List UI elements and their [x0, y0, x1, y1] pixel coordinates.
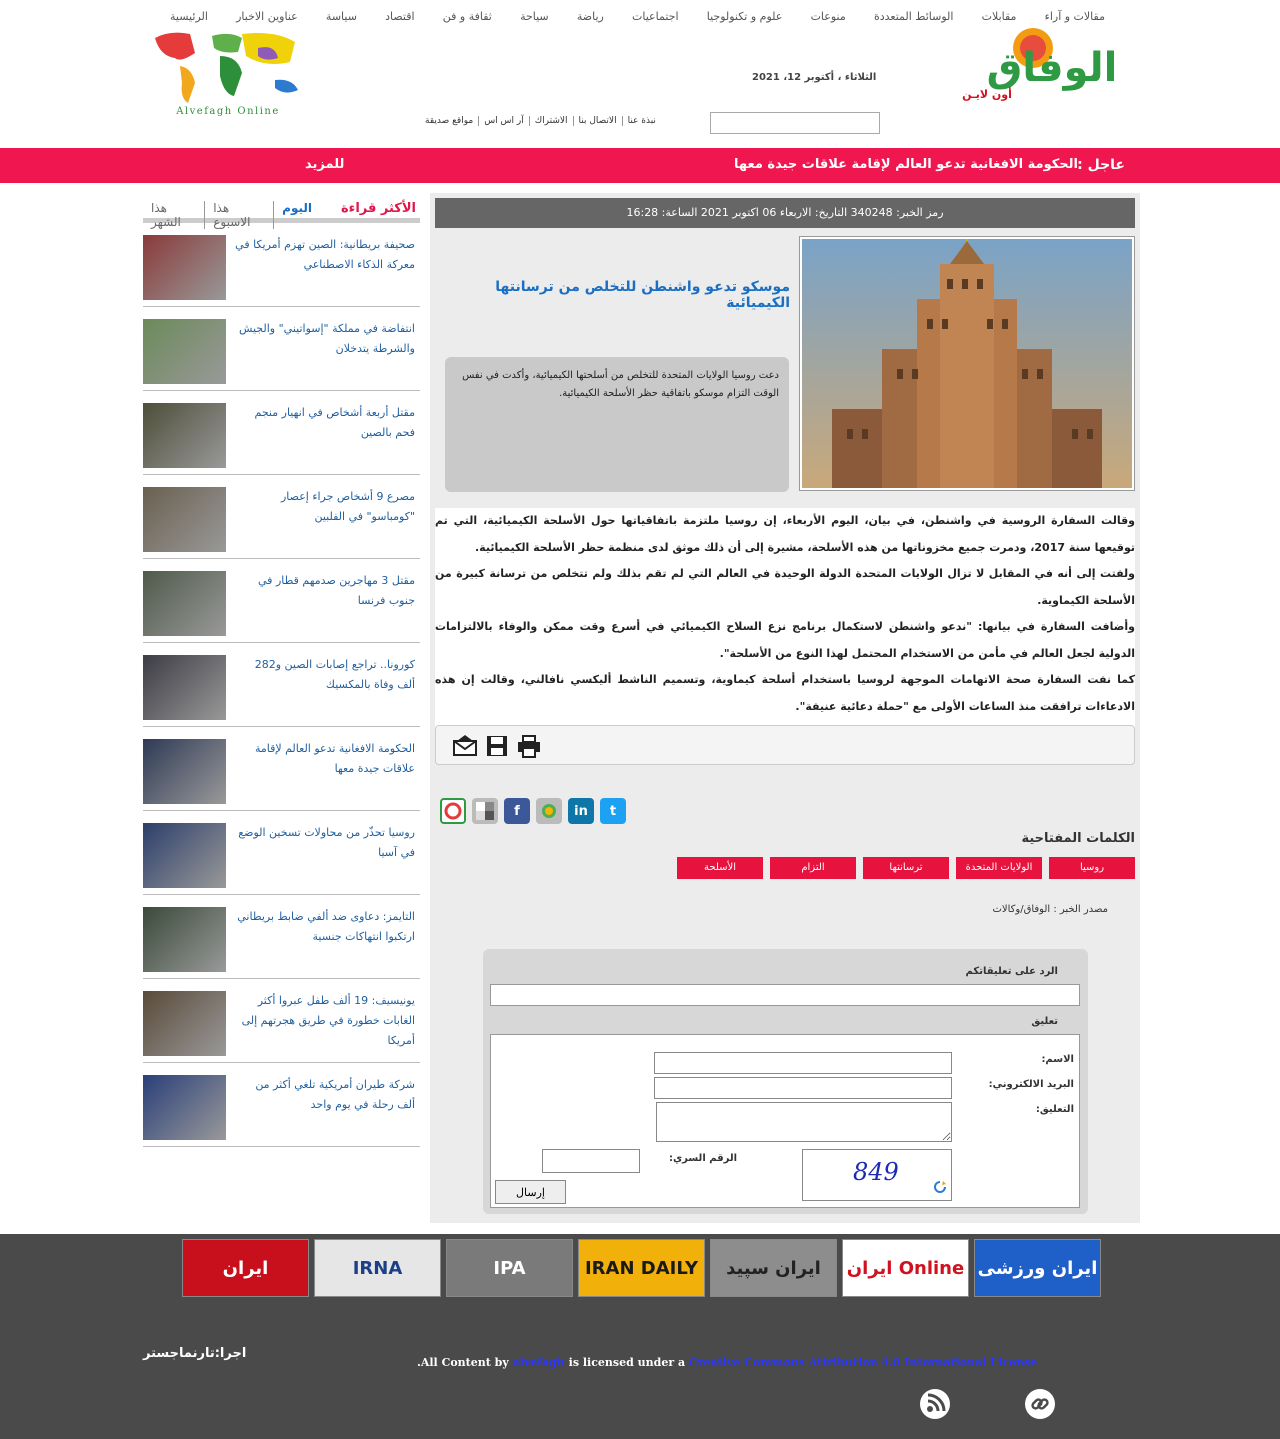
rss-icon[interactable]: [920, 1389, 950, 1419]
most-read-thumbnail[interactable]: [143, 655, 226, 720]
developer-credit: اجرا:تارنماجستر: [143, 1346, 247, 1361]
keyword-tag[interactable]: التزام: [770, 857, 856, 879]
breaking-more-link[interactable]: للمزيد: [305, 157, 345, 172]
most-read-thumbnail[interactable]: [143, 403, 226, 468]
most-read-tab[interactable]: اليوم: [273, 201, 320, 229]
search-input[interactable]: [710, 112, 880, 134]
article-paragraph: كما نفت السفارة صحة الاتهامات الموجهة لروسيا باستخدام أسلحة كيماوية، وتسميم الناشط أليكسي نافالني، وقالت إن هذه الادعاءات ترافقت منذ الساعات الأولى مع "حملة دعائية عنيفة".: [435, 673, 1135, 713]
cloob-share-icon[interactable]: [440, 798, 466, 824]
name-label: الاسم:: [1041, 1054, 1074, 1065]
article-lead: دعت روسيا الولايات المتحدة للتخلص من أسلحتها الكيميائية، وأكدت في نفس الوقت التزام موسكو باتفاقية حظر الأسلحة الكيميائية.: [445, 357, 789, 492]
nav-item[interactable]: مقالات و آراء: [1044, 10, 1105, 23]
most-read-list: [143, 223, 420, 1147]
share-buttons: [440, 798, 626, 824]
article-paragraph: وأضافت السفارة في بيانها: "ندعو واشنطن لاستكمال برنامج نزع السلاح الكيميائي في أسرع وقت ممكن والوفاء بالالتزامات الدولية لجعل العالم في مأمن من الاستخدام المحتمل لهذا النوع من الأسلحة".: [435, 620, 1135, 660]
email-icon[interactable]: [452, 734, 478, 758]
google-share-icon[interactable]: [536, 798, 562, 824]
most-read-tab[interactable]: هذا الشهر: [151, 201, 181, 229]
most-read-headline[interactable]: مصرع 9 أشخاص جراء إعصار "كومباسو" في الفلبين: [281, 490, 415, 523]
most-read-item[interactable]: [143, 811, 420, 895]
logo-subtext: أون لايـن: [962, 88, 1012, 101]
reply-label: الرد على تعليقاتكم: [965, 966, 1058, 977]
article-meta: رمز الخبر: 340248 التاريخ: الاربعاء 06 اكتوبر 2021 الساعة: 16:28: [435, 198, 1135, 228]
world-map-logo[interactable]: [150, 28, 305, 118]
link-icon[interactable]: [1025, 1389, 1055, 1419]
most-read-headline[interactable]: التايمز: دعاوى ضد ألفي ضابط بريطاني ارتكبوا انتهاكات جنسية: [237, 910, 415, 943]
name-input[interactable]: [654, 1052, 952, 1074]
license-end: .: [417, 1356, 421, 1369]
site-footer: [0, 1234, 1280, 1439]
most-read-item[interactable]: [143, 895, 420, 979]
most-read-headline[interactable]: صحيفة بريطانية: الصين تهزم أمريكا في معركة الذكاء الاصطناعي: [235, 238, 415, 271]
partner-logo[interactable]: ایران سپید: [710, 1239, 837, 1297]
most-read-item[interactable]: [143, 475, 420, 559]
breaking-headline-link[interactable]: الحكومة الافغانية تدعو العالم لإقامة علاقات جيدة معها: [734, 157, 1078, 172]
nav-item[interactable]: اقتصاد: [385, 10, 415, 23]
most-read-thumbnail[interactable]: [143, 907, 226, 972]
keyword-tag[interactable]: الأسلحة: [677, 857, 763, 879]
most-read-item[interactable]: [143, 727, 420, 811]
most-read-tab[interactable]: هذا الاسبوع: [204, 201, 273, 229]
nav-item[interactable]: الوسائط المتعددة: [873, 10, 954, 23]
nav-item[interactable]: اجتماعيات: [632, 10, 679, 23]
email-input[interactable]: [654, 1077, 952, 1099]
keyword-tag[interactable]: روسيا: [1049, 857, 1135, 879]
license-link[interactable]: Creative Commons Attribution 4.0 International License: [688, 1356, 1038, 1369]
partner-logo[interactable]: ایران ورزشی: [974, 1239, 1101, 1297]
captcha-image: [802, 1149, 952, 1201]
nav-item[interactable]: منوعات: [810, 10, 846, 23]
article-tools: [435, 725, 1135, 765]
keywords-list: [677, 857, 1135, 879]
reply-input[interactable]: [490, 984, 1080, 1006]
partner-logo[interactable]: IPA: [446, 1239, 573, 1297]
nav-item[interactable]: علوم و تكنولوجيا: [706, 10, 783, 23]
nav-item[interactable]: الرئيسية: [170, 10, 208, 23]
most-read-sidebar: [143, 195, 420, 1147]
most-read-headline[interactable]: يونيسيف: 19 ألف طفل عبروا أكثر الغابات خطورة في طريق هجرتهم إلى أمريكا: [241, 994, 415, 1047]
nav-item[interactable]: عناوين الاخبار: [236, 10, 298, 23]
partner-logo[interactable]: ایران Online: [842, 1239, 969, 1297]
top-link[interactable]: الاشتراك: [529, 116, 573, 126]
comment-form: [483, 949, 1088, 1214]
comment-textarea[interactable]: [656, 1102, 952, 1142]
most-read-headline[interactable]: كورونا.. تراجع إصابات الصين و282 ألف وفاة بالمكسيك: [254, 658, 415, 691]
most-read-thumbnail[interactable]: [143, 319, 226, 384]
breaking-label: عاجل :: [1077, 157, 1125, 173]
comment-fields: [490, 1034, 1080, 1208]
site-logo[interactable]: [957, 26, 1135, 108]
most-read-headline[interactable]: الحكومة الافغانية تدعو العالم لإقامة علاقات جيدة معها: [254, 742, 415, 775]
most-read-item[interactable]: [143, 223, 420, 307]
secret-code-label: الرقم السري:: [669, 1153, 738, 1164]
most-read-headline[interactable]: شركة طيران أمريكية تلغي أكثر من ألف رحلة في يوم واحد: [255, 1078, 415, 1111]
top-link[interactable]: نبذة عنا: [622, 116, 661, 126]
article-title: موسكو تدعو واشنطن للتخلص من ترسانتها الكيميائية: [495, 279, 790, 311]
captcha-text: 849: [853, 1158, 899, 1186]
site-link[interactable]: alvefagh: [512, 1356, 565, 1369]
article-paragraph: وقالت السفارة الروسية في واشنطن، في بيان، اليوم الأربعاء، إن روسيا ملتزمة باتفاقياتها حول الأسلحة الكيميائية، التي تم توقيعها سنة 2017، ودمرت جميع مخزوناتها من هذه الأسلحة، مشيرة إلى أن ذلك موثق لدى منظمة حظر الأسلحة الكيميائية.: [435, 514, 1135, 554]
nav-item[interactable]: سياحة: [520, 10, 549, 23]
nav-item[interactable]: رياضة: [576, 10, 604, 23]
most-read-headline[interactable]: مقتل أربعة أشخاص في انهيار منجم فحم بالصين: [254, 406, 415, 439]
partner-logos: [182, 1239, 1101, 1297]
partner-logo[interactable]: ایران: [182, 1239, 309, 1297]
keyword-tag[interactable]: الولايات المتحدة: [956, 857, 1042, 879]
most-read-thumbnail[interactable]: [143, 823, 226, 888]
license-mid: is licensed under a: [568, 1356, 686, 1369]
most-read-item[interactable]: [143, 391, 420, 475]
logo-text: الوفاق: [986, 45, 1118, 91]
email-label: البريد الالكتروني:: [988, 1079, 1074, 1090]
delicious-share-icon[interactable]: [472, 798, 498, 824]
comment-field-label: التعليق:: [1035, 1104, 1074, 1115]
most-read-header: [143, 195, 420, 229]
most-read-item[interactable]: [143, 559, 420, 643]
most-read-item[interactable]: [143, 1063, 420, 1147]
partner-logo[interactable]: IRNA: [314, 1239, 441, 1297]
most-read-thumbnail[interactable]: [143, 739, 226, 804]
most-read-thumbnail[interactable]: [143, 235, 226, 300]
partner-logo[interactable]: IRAN DAILY: [578, 1239, 705, 1297]
nav-item[interactable]: سياسة: [325, 10, 357, 23]
map-caption: Alvefagh Online: [176, 106, 280, 117]
submit-comment-button[interactable]: إرسال: [495, 1180, 566, 1204]
news-source: مصدر الخبر : الوفاق/وكالات: [992, 904, 1108, 915]
secret-code-input[interactable]: [542, 1149, 640, 1173]
nav-item[interactable]: ثقافة و فن: [442, 10, 492, 23]
article-body: [435, 508, 1135, 728]
save-icon[interactable]: [484, 734, 510, 758]
most-read-thumbnail[interactable]: [143, 487, 226, 552]
article-paragraph: ولفتت إلى أنه في المقابل لا تزال الولايات المتحدة الدولة الوحيدة في العالم التي لم تقم بذلك ولم تتخلص من ترسانة كبيرة من الأسلحة الكيماوية.: [435, 567, 1135, 607]
article-container: [430, 193, 1140, 1223]
most-read-thumbnail[interactable]: [143, 991, 226, 1056]
most-read-headline[interactable]: مقتل 3 مهاجرين صدمهم قطار في جنوب فرنسا: [258, 574, 415, 607]
license-notice: [417, 1356, 1037, 1369]
print-icon[interactable]: [516, 734, 542, 758]
linkedin-share-icon[interactable]: in: [568, 798, 594, 824]
license-pre: All Content by: [420, 1356, 509, 1369]
comment-label: تعليق: [1031, 1016, 1058, 1027]
most-read-item[interactable]: [143, 643, 420, 727]
most-read-item[interactable]: [143, 307, 420, 391]
top-link[interactable]: مواقع صديقة: [425, 116, 474, 126]
twitter-share-icon[interactable]: t: [600, 798, 626, 824]
article-image: [799, 236, 1135, 491]
current-date: الثلاثاء ، أكتوبر 12، 2021: [752, 72, 877, 83]
most-read-headline[interactable]: انتفاضة في مملكة "إسواتيني" والجيش والشرطة يتدخلان: [238, 322, 415, 355]
keywords-title: الكلمات المفتاحية: [1021, 831, 1135, 846]
site-header: [0, 0, 1280, 148]
top-link[interactable]: آر اس اس: [478, 116, 529, 126]
top-link[interactable]: الاتصال بنا: [573, 116, 622, 126]
most-read-item[interactable]: [143, 979, 420, 1063]
most-read-thumbnail[interactable]: [143, 1075, 226, 1140]
breaking-news-bar: [0, 148, 1280, 183]
nav-item[interactable]: مقابلات: [981, 10, 1017, 23]
facebook-share-icon[interactable]: f: [504, 798, 530, 824]
most-read-thumbnail[interactable]: [143, 571, 226, 636]
top-links: [420, 116, 661, 126]
refresh-captcha-icon[interactable]: [933, 1180, 947, 1194]
most-read-title: الأكثر قراءة: [341, 201, 416, 216]
keyword-tag[interactable]: ترسانتها: [863, 857, 949, 879]
most-read-headline[interactable]: روسيا تحذّر من محاولات تسخين الوضع في آسيا: [238, 826, 415, 859]
